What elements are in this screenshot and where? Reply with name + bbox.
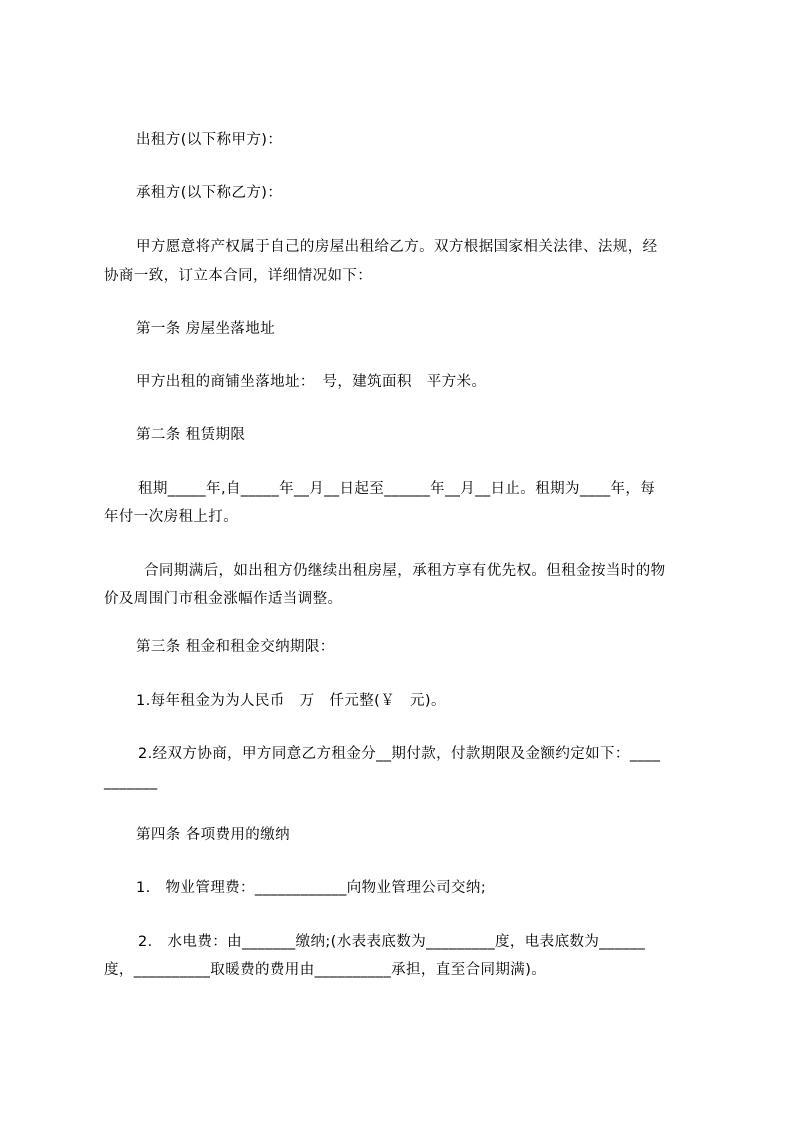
article2-renew-line-2: 价及周围门市租金涨幅作适当调整。	[104, 591, 343, 607]
article4-item-1: 1. 物业管理费：____________向物业管理公司交纳;	[136, 880, 487, 896]
preamble-line-1: 甲方愿意将产权属于自己的房屋出租给乙方。双方根据国家相关法律、法规，经	[136, 239, 658, 255]
article4-item-2-line-2: 度，__________取暖费的费用由__________承担，直至合同期满)。	[104, 962, 547, 978]
article2-term-line-2: 年付一次房租上打。	[104, 509, 239, 525]
preamble-line-2: 协商一致，订立本合同，详细情况如下：	[104, 268, 373, 284]
article4-item-2-line-1: 2. 水电费：由_______缴纳;(水表表底数为_________度，电表底数为______	[138, 934, 646, 950]
article2-term-line-1: 租期_____年,自_____年__月__日起至______年__月__日止。租期为____年，每	[138, 481, 656, 497]
article1-body: 甲方出租的商铺坐落地址： 号，建筑面积 平方米。	[136, 374, 487, 390]
article4-title: 第四条 各项费用的缴纳	[136, 827, 291, 843]
article3-item-1: 1.每年租金为为人民币 万 仟元整(￥ 元)。	[136, 693, 446, 709]
lessor-line: 出租方(以下称甲方)：	[136, 132, 283, 148]
lessee-line: 承租方(以下称乙方)：	[136, 185, 283, 201]
article2-renew-line-1: 合同期满后，如出租方仍继续出租房屋，承租方享有优先权。但租金按当时的物	[144, 563, 666, 579]
article1-title: 第一条 房屋坐落地址	[136, 321, 276, 337]
article2-title: 第二条 租赁期限	[136, 427, 246, 443]
article3-item-2-line-1: 2.经双方协商，甲方同意乙方租金分__期付款，付款期限及金额约定如下：____	[138, 746, 661, 762]
article3-item-2-line-2: _______	[104, 774, 158, 790]
article3-title: 第三条 租金和租金交纳期限：	[136, 639, 335, 655]
